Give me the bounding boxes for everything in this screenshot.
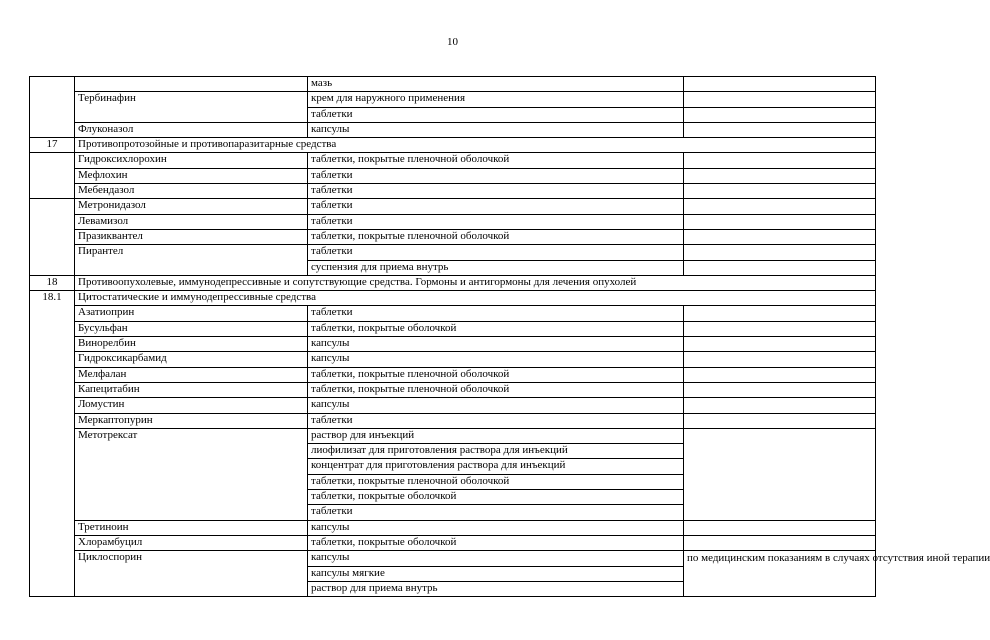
- note-cell: [684, 92, 876, 107]
- drug-name-cell: Гидроксихлорохин: [75, 153, 308, 168]
- drug-name-cell: Празиквантел: [75, 229, 308, 244]
- drug-name-cell: [75, 77, 308, 92]
- dosage-form-cell: таблетки: [308, 214, 684, 229]
- note-cell: [684, 367, 876, 382]
- table-row: [30, 92, 876, 107]
- dosage-form-cell: капсулы: [308, 520, 684, 535]
- dosage-form-cell: капсулы: [308, 122, 684, 137]
- section-row: [30, 138, 876, 153]
- drug-name-cell: Мебендазол: [75, 184, 308, 199]
- dosage-form-cell: таблетки: [308, 245, 684, 260]
- dosage-form-cell: таблетки: [308, 306, 684, 321]
- dosage-form-cell: таблетки, покрытые пленочной оболочкой: [308, 474, 684, 489]
- table-row: [30, 306, 876, 321]
- note-cell: [684, 229, 876, 244]
- table-row: [30, 535, 876, 550]
- drug-name-cell: Ломустин: [75, 398, 308, 413]
- dosage-form-cell: таблетки: [308, 199, 684, 214]
- drug-name-cell: Гидроксикарбамид: [75, 352, 308, 367]
- section-number: 17: [30, 138, 75, 153]
- dosage-form-cell: раствор для инъекций: [308, 428, 684, 443]
- drug-name-cell: Метронидазол: [75, 199, 308, 214]
- section-row: [30, 291, 876, 306]
- table-row: [30, 382, 876, 397]
- dosage-form-cell: капсулы: [308, 398, 684, 413]
- note-cell: [684, 122, 876, 137]
- number-cell: [30, 153, 75, 199]
- dosage-form-cell: таблетки: [308, 505, 684, 520]
- note-cell: [684, 352, 876, 367]
- dosage-form-cell: лиофилизат для приготовления раствора для инъекций: [308, 444, 684, 459]
- table-row: [30, 153, 876, 168]
- dosage-form-cell: таблетки, покрытые оболочкой: [308, 490, 684, 505]
- table-row: [30, 214, 876, 229]
- section-number: 18: [30, 275, 75, 290]
- dosage-form-cell: капсулы: [308, 337, 684, 352]
- table-row: [30, 122, 876, 137]
- table-row: [30, 413, 876, 428]
- section-title: Цитостатические и иммунодепрессивные средства: [75, 291, 876, 306]
- note-cell: [684, 184, 876, 199]
- drug-list-table: [29, 76, 990, 597]
- note-cell: [684, 337, 876, 352]
- table-row: [30, 551, 876, 566]
- note-cell: [684, 168, 876, 183]
- note-cell: [684, 214, 876, 229]
- table-row: [30, 520, 876, 535]
- table-row: [30, 199, 876, 214]
- table-row: [30, 184, 876, 199]
- drug-name-cell: Капецитабин: [75, 382, 308, 397]
- table-row: [30, 229, 876, 244]
- drug-name-cell: Бусульфан: [75, 321, 308, 336]
- dosage-form-cell: раствор для приема внутрь: [308, 581, 684, 596]
- page-number: 10: [447, 36, 458, 48]
- section-number: 18.1: [30, 291, 75, 597]
- dosage-form-cell: таблетки, покрытые оболочкой: [308, 535, 684, 550]
- dosage-form-cell: таблетки, покрытые пленочной оболочкой: [308, 367, 684, 382]
- drug-name-cell: Метотрексат: [75, 428, 308, 520]
- dosage-form-cell: концентрат для приготовления раствора для инъекций: [308, 459, 684, 474]
- note-cell: [684, 398, 876, 413]
- drug-name-cell: Винорелбин: [75, 337, 308, 352]
- note-cell: [684, 428, 876, 520]
- table-row: [30, 337, 876, 352]
- note-cell: [684, 306, 876, 321]
- table-row: [30, 367, 876, 382]
- note-cell: [684, 260, 876, 275]
- dosage-form-cell: таблетки, покрытые оболочкой: [308, 321, 684, 336]
- table-row: [30, 168, 876, 183]
- note-cell: [684, 153, 876, 168]
- dosage-form-cell: капсулы мягкие: [308, 566, 684, 581]
- dosage-form-cell: таблетки: [308, 107, 684, 122]
- note-cell: [684, 199, 876, 214]
- dosage-form-cell: суспензия для приема внутрь: [308, 260, 684, 275]
- drug-name-cell: Мефлохин: [75, 168, 308, 183]
- dosage-form-cell: таблетки, покрытые пленочной оболочкой: [308, 382, 684, 397]
- dosage-form-cell: таблетки, покрытые пленочной оболочкой: [308, 229, 684, 244]
- table-row: [30, 352, 876, 367]
- dosage-form-cell: таблетки: [308, 184, 684, 199]
- dosage-form-cell: таблетки: [308, 168, 684, 183]
- drug-name-cell: Хлорамбуцил: [75, 535, 308, 550]
- drug-name-cell: Мелфалан: [75, 367, 308, 382]
- table-row: [30, 77, 876, 92]
- drug-name-cell: Левамизол: [75, 214, 308, 229]
- drug-name-cell: Флуконазол: [75, 122, 308, 137]
- note-cell: [684, 382, 876, 397]
- table-row: [30, 398, 876, 413]
- dosage-form-cell: таблетки: [308, 413, 684, 428]
- table-row: [30, 428, 876, 443]
- drug-name-cell: Циклоспорин: [75, 551, 308, 597]
- dosage-form-cell: мазь: [308, 77, 684, 92]
- note-cell: [684, 107, 876, 122]
- note-cell: по медицинским показаниям в случаях отсутствия иной терапии: [684, 551, 876, 597]
- note-cell: [684, 77, 876, 92]
- section-title: Противоопухолевые, иммунодепрессивные и сопутствующие средства. Гормоны и антигормоны для лечения опухолей: [75, 275, 876, 290]
- number-cell: [30, 77, 75, 138]
- section-title: Противопротозойные и противопаразитарные средства: [75, 138, 876, 153]
- section-row: [30, 275, 876, 290]
- table-row: [30, 321, 876, 336]
- dosage-form-cell: таблетки, покрытые пленочной оболочкой: [308, 153, 684, 168]
- drug-name-cell: Третиноин: [75, 520, 308, 535]
- drug-name-cell: Азатиоприн: [75, 306, 308, 321]
- note-cell: [684, 245, 876, 260]
- number-cell: [30, 199, 75, 275]
- note-cell: [684, 321, 876, 336]
- drug-name-cell: Пирантел: [75, 245, 308, 276]
- note-cell: [684, 520, 876, 535]
- dosage-form-cell: капсулы: [308, 551, 684, 566]
- drug-name-cell: Меркаптопурин: [75, 413, 308, 428]
- note-cell: [684, 535, 876, 550]
- dosage-form-cell: капсулы: [308, 352, 684, 367]
- dosage-form-cell: крем для наружного применения: [308, 92, 684, 107]
- note-cell: [684, 413, 876, 428]
- drug-name-cell: Тербинафин: [75, 92, 308, 123]
- table-row: [30, 245, 876, 260]
